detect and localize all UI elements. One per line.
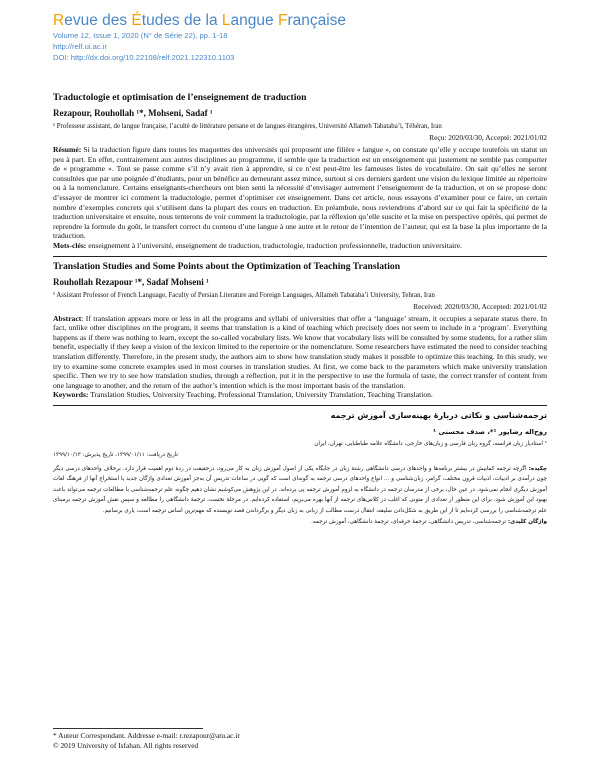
persian-keywords-label: واژگان کلیدی: — [507, 518, 547, 525]
persian-title: ترجمه‌شناسی و نکاتی دربارهٔ بهینه‌سازی آموزش ترجمه — [330, 410, 547, 420]
persian-abstract-label: چکیده: — [528, 465, 547, 472]
english-keywords-label: Keywords: — [53, 390, 89, 400]
persian-keywords-text: ترجمه‌شناسی، تدریس دانشگاهی، ترجمهٔ حرفه‌ای، ترجمهٔ دانشگاهی، آموزش ترجمه. — [311, 518, 508, 525]
journal-volume: Volume 12, Issue 1, 2020 (N° de Série 22), pp. 1-18 — [53, 31, 228, 40]
journal-doi[interactable]: DOI: http://dx.doi.org/10.22108/relf.2021.122310.1103 — [53, 53, 235, 62]
footnote — [53, 728, 547, 751]
persian-authors: روح‌اله رضاپور ¹*، صدف محسنی ¹ — [433, 427, 547, 436]
journal-title — [53, 12, 553, 30]
french-abstract-text: Si la traduction figure dans toutes les maquettes des universités qui proposent une filière « langue », on constate qu’elle y occupe toutefois un statut un peu à part. En effet, contrairement aux autres disciplines au programme, il semble que la traduction est un enseignement qui justement ne semble pas comporter de « programme ». Tout se passe comme s’il n’y avait rien à apprendre, si ce n’est peut-être les fameuses listes de vocabulaire. On sait qu’elles ne seront consultées que par une poignée d’étudiants, pour un bénéfice au demeurant assez mince, surtout si ces derniers gardent une vision du lexique limitée au répertoire ou à la nomenclature. Certains enseignants-chercheurs ont bien senti la nécessité d’envisager autrement l’enseignement de la traduction, et on se propose donc d’essayer de montrer ici comment la traductologie, permet d’optimiser cet enseignement. Dans cet article, nous essayons d’examiner pour ce faire, un certain nombre d’exemples concrets qui s’utilisent dans la plupart des cours en traduction. En préambule, nous reviendrons d’abord sur ce qui fait la spécificité de la traduction universitaire et ensuite, nous tenterons de voir comment la traductologie, par la réflexion qu’elle suscite et la mise en perspective opérés, qui permet de reprendre la formule du goût, le transfert correct du contenu d’une langue à une autre et le retour de l’intention de l’auteur, qui est la base la plus importante de la traduction. — [53, 145, 547, 241]
french-authors: Rezapour, Rouhollah ¹*, Mohseni, Sadaf ¹ — [53, 108, 213, 118]
footnote-rule — [53, 728, 203, 729]
section-divider — [53, 405, 547, 406]
english-keywords-text: Translation Studies, University Teaching, Professional Translation, University Translation, Teaching Translation. — [88, 390, 433, 400]
persian-abstract — [53, 464, 547, 516]
corresponding-author: * Auteur Correspondant. Addresse e-mail: r.rezapour@atu.ac.ir — [53, 731, 240, 740]
journal-url[interactable]: http://relf.ui.ac.ir — [53, 42, 108, 51]
persian-abstract-text: اگرچه ترجمه کمابیش در بیشتر برنامه‌ها و واحدهای درسی دانشگاهی رشتهٔ زبان در جایگاه یکی از اصول آموزش زبان به کار می‌رود، درحقیقت در ردهٔ دوم اهمیت قرار دارد. برخلاف واحدهای درسی دیگر چون درآمدی بر ادبیات، ادبیات قرون مختلف، گرامر، زبان‌شناسی و ... انواع واحدهای درسی ترجمه به گونه‌ای است که گویی در ساعات تدریس آن به‌جز آموزش تعدادی واژگان جدید یا استخراج آنها از فرهنگ لغات آموزش دیگری انجام نمی‌شود. در عین حال، برخی از مدرسان ترجمه در دانشگاه به لزوم آموزش ترجمه پی برده‌اند. در این پژوهش می‌کوشیم نشان دهیم چگونه علم ترجمه‌شناسی با مطالعات ترجمه می‌تواند باعث بهبود این آموزش شود. برای این منظور از تعدادی از متونی که اغلب در کلاس‌های ترجمه از آنها بهره می‌بریم، استفاده کرده‌ایم. در مرحلهٔ نخست، ترجمهٔ دانشگاهی را مطالعه و سپس نقش آموزش ترجمه برمبنای علم ترجمه‌شناسی را بررسی کرده‌ایم تا از این طریق به شکل‌دادن سلیقه، انتقال درست مطالب از زبانی به زبان دیگر و برگرداندن قصد نویسنده که مهم‌ترین اساس ترجمه است، یاری برسانیم. — [53, 465, 547, 514]
journal-title-part: rançaise — [287, 12, 347, 29]
journal-title-part: evue des — [64, 12, 132, 29]
french-title: Traductologie et optimisation de l’enseignement de traduction — [53, 92, 307, 103]
journal-title-part: É — [131, 12, 142, 29]
english-abstract — [53, 314, 547, 391]
english-authors: Rouhollah Rezapour ¹*, Sadaf Mohseni ¹ — [53, 276, 209, 287]
article-content — [53, 90, 547, 527]
french-keywords — [53, 241, 547, 251]
persian-keywords — [53, 517, 547, 527]
section-divider — [53, 256, 547, 257]
english-keywords — [53, 390, 547, 400]
copyright: © 2019 University of Isfahan. All rights reserved — [53, 741, 199, 750]
french-keywords-text: enseignement à l’université, enseignement de traduction, traductologie, traduction professionnelle, traduction universitaire. — [86, 240, 463, 250]
french-keywords-label: Mots-clés: — [53, 240, 87, 250]
french-abstract — [53, 145, 547, 241]
journal-title-part: angue — [230, 12, 278, 29]
journal-title-part: tudes de la — [141, 12, 222, 29]
french-abstract-label: Résumé: — [53, 145, 82, 154]
english-title: Translation Studies and Some Points about the Optimization of Teaching Translation — [53, 260, 401, 272]
english-dates: Received: 2020/03/30, Accepted: 2021/01/02 — [413, 301, 547, 311]
persian-dates: تاریخ دریافت: ۱۳۹۹/۰۱/۱۱، تاریخ پذیرش: ۱۳۹۹/۱۰/۱۳ — [53, 451, 178, 458]
english-abstract-text: : If translation appears more or less in all the programs and syllabi of universities that offer a ‘language’ stream, it occupies a separate status there. In fact, unlike other disciplines on the program, it seems that translation is a kind of teaching which precisely does not seem to include in a ‘program’. Everything happens as if there was nothing to learn, except the so-called vocabulary lists. We know that vocabulary lists will be consulted by some students, for a rather slim benefit, especially if they keep a vision of the lexicon limited to the repertoire or the nomenclature. Some researchers have estimated the need to consider teaching translation differently. Therefore, in the present study, the authors aim to show how translation study makes it possible to optimize this teaching. In this study, we try to examine some concrete examples used in most courses in translation studies. At first, we come back to the parameters which make university translation specific. Then we try to see how translation studies, through a reflection, put it in the perspective to use the formula of taste, the correct transfer of content from one language to another, and the return of the author’s intention which is the most important basis of the translation. — [53, 313, 547, 390]
english-section — [53, 261, 547, 400]
journal-title-part: F — [277, 12, 288, 29]
journal-title-part: R — [53, 12, 65, 29]
english-affiliation: ¹ Assistant Professor of French Language, Faculty of Persian Literature and Foreign Languages, Allameh Tabataba’i University, Tehran, Iran — [53, 291, 435, 299]
journal-title-part: L — [221, 12, 231, 29]
persian-section — [53, 410, 547, 527]
french-affiliation: ¹ Professeur assistant, de langue française, l’acultè de littérature persane et de langues étrangères, Université Allameh Tabataba’i, Téhéran, Iran — [53, 123, 442, 130]
french-section — [53, 92, 547, 251]
journal-header — [53, 12, 553, 63]
english-abstract-label: Abstract — [53, 313, 82, 323]
persian-affiliation: ¹ استادیار زبان فرانسه، گروه زبان فارسی و زبان‌های خارجی، دانشگاه علامه طباطبایی، تهران، ایران — [314, 440, 547, 447]
french-dates: Reçu: 2020/03/30, Accepté: 2021/01/02 — [429, 133, 547, 142]
